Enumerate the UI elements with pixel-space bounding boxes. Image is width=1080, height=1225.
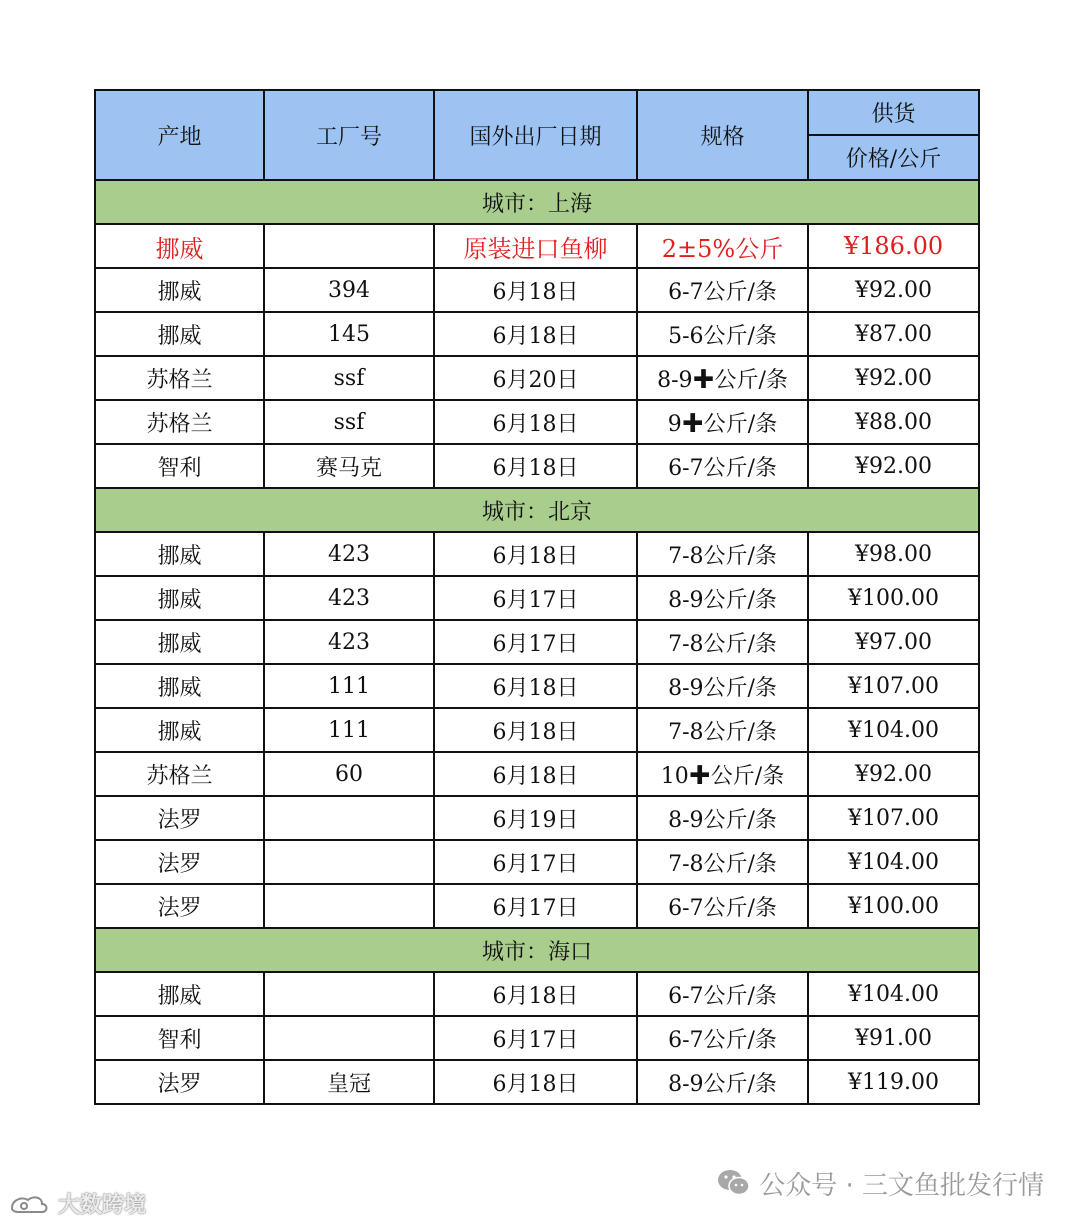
cell-factory — [264, 1016, 434, 1060]
salmon-price-table — [94, 89, 980, 1105]
cell-price: ¥104.00 — [808, 840, 979, 884]
cell-factory: 145 — [264, 312, 434, 356]
cell-price: ¥97.00 — [808, 620, 979, 664]
cell-origin: 挪威 — [95, 268, 264, 312]
table-row — [95, 796, 979, 840]
table-row — [95, 400, 979, 444]
cell-date: 6月18日 — [434, 444, 637, 488]
cell-origin: 法罗 — [95, 884, 264, 928]
cell-date: 6月18日 — [434, 664, 637, 708]
cell-price: ¥92.00 — [808, 268, 979, 312]
cell-factory: 赛马克 — [264, 444, 434, 488]
city-row — [95, 180, 979, 224]
cell-origin: 挪威 — [95, 532, 264, 576]
table-row — [95, 752, 979, 796]
table-row — [95, 576, 979, 620]
cell-spec: 7-8公斤/条 — [637, 532, 808, 576]
header-supply: 供货 — [808, 90, 979, 135]
cell-price: ¥104.00 — [808, 708, 979, 752]
cell-origin: 挪威 — [95, 664, 264, 708]
table-row — [95, 268, 979, 312]
cell-date: 6月20日 — [434, 356, 637, 400]
cell-factory: 423 — [264, 532, 434, 576]
cell-origin: 智利 — [95, 1016, 264, 1060]
cell-price: ¥107.00 — [808, 664, 979, 708]
cell-origin: 挪威 — [95, 224, 264, 268]
cell-origin: 苏格兰 — [95, 400, 264, 444]
cell-origin: 法罗 — [95, 840, 264, 884]
cell-price: ¥119.00 — [808, 1060, 979, 1104]
cell-price: ¥87.00 — [808, 312, 979, 356]
cell-price: ¥100.00 — [808, 884, 979, 928]
cell-spec: 8-9公斤/条 — [637, 796, 808, 840]
cell-spec: 9✚公斤/条 — [637, 400, 808, 444]
cell-price: ¥104.00 — [808, 972, 979, 1016]
cell-factory — [264, 224, 434, 268]
cell-factory — [264, 972, 434, 1016]
cell-spec: 8-9公斤/条 — [637, 576, 808, 620]
cell-price: ¥107.00 — [808, 796, 979, 840]
cell-origin: 挪威 — [95, 312, 264, 356]
weibo-icon — [8, 1192, 52, 1216]
cell-date: 6月18日 — [434, 972, 637, 1016]
table-row — [95, 664, 979, 708]
cell-spec: 10✚公斤/条 — [637, 752, 808, 796]
cell-spec: 8-9公斤/条 — [637, 1060, 808, 1104]
cell-spec: 7-8公斤/条 — [637, 708, 808, 752]
cell-price: ¥100.00 — [808, 576, 979, 620]
cell-origin: 挪威 — [95, 620, 264, 664]
cell-spec: 8-9✚公斤/条 — [637, 356, 808, 400]
cell-spec: 7-8公斤/条 — [637, 620, 808, 664]
cell-date: 6月17日 — [434, 884, 637, 928]
table-row — [95, 884, 979, 928]
cell-origin: 苏格兰 — [95, 356, 264, 400]
cell-factory: 111 — [264, 664, 434, 708]
cell-factory: ssf — [264, 400, 434, 444]
city-row — [95, 928, 979, 972]
table-row — [95, 972, 979, 1016]
header-spec: 规格 — [637, 90, 808, 180]
cell-price: ¥92.00 — [808, 444, 979, 488]
cell-date: 6月19日 — [434, 796, 637, 840]
cell-spec: 6-7公斤/条 — [637, 972, 808, 1016]
table-row — [95, 532, 979, 576]
header-price: 价格/公斤 — [808, 135, 979, 180]
cell-origin: 法罗 — [95, 1060, 264, 1104]
cell-origin: 挪威 — [95, 576, 264, 620]
cell-origin: 苏格兰 — [95, 752, 264, 796]
table-row — [95, 356, 979, 400]
cell-spec: 7-8公斤/条 — [637, 840, 808, 884]
cell-date: 6月17日 — [434, 840, 637, 884]
city-row — [95, 488, 979, 532]
cell-factory: 皇冠 — [264, 1060, 434, 1104]
table-row — [95, 224, 979, 268]
footer-credit — [717, 1163, 1044, 1203]
cell-date: 6月17日 — [434, 620, 637, 664]
cell-date: 6月18日 — [434, 708, 637, 752]
cell-date: 6月18日 — [434, 400, 637, 444]
cell-date: 6月18日 — [434, 268, 637, 312]
cell-factory: 423 — [264, 620, 434, 664]
cell-origin: 智利 — [95, 444, 264, 488]
table-row — [95, 708, 979, 752]
cell-origin: 挪威 — [95, 972, 264, 1016]
footer-text: 公众号 · 三文鱼批发行情 — [759, 1170, 1044, 1201]
cell-price: ¥186.00 — [808, 224, 979, 268]
table-row — [95, 1016, 979, 1060]
cell-spec: 6-7公斤/条 — [637, 884, 808, 928]
cell-factory — [264, 796, 434, 840]
header-origin: 产地 — [95, 90, 264, 180]
table-body — [95, 180, 979, 1104]
cell-date: 6月17日 — [434, 576, 637, 620]
cell-price: ¥98.00 — [808, 532, 979, 576]
cell-spec: 8-9公斤/条 — [637, 664, 808, 708]
cell-date: 6月18日 — [434, 752, 637, 796]
table-row — [95, 840, 979, 884]
watermark — [8, 1188, 146, 1219]
header-factory: 工厂号 — [264, 90, 434, 180]
city-label: 城市：上海 — [95, 180, 979, 224]
cell-spec: 5-6公斤/条 — [637, 312, 808, 356]
cell-spec: 6-7公斤/条 — [637, 268, 808, 312]
cell-spec: 6-7公斤/条 — [637, 444, 808, 488]
cell-factory: 423 — [264, 576, 434, 620]
table-row — [95, 444, 979, 488]
watermark-text: 大数跨境 — [58, 1193, 147, 1218]
cell-date: 原装进口鱼柳 — [434, 224, 637, 268]
cell-spec: 2±5%公斤 — [637, 224, 808, 268]
cell-spec: 6-7公斤/条 — [637, 1016, 808, 1060]
cell-factory: 111 — [264, 708, 434, 752]
cell-factory: 394 — [264, 268, 434, 312]
cell-factory — [264, 840, 434, 884]
cell-date: 6月18日 — [434, 532, 637, 576]
cell-origin: 挪威 — [95, 708, 264, 752]
cell-price: ¥92.00 — [808, 752, 979, 796]
cell-price: ¥92.00 — [808, 356, 979, 400]
cell-price: ¥88.00 — [808, 400, 979, 444]
table-row — [95, 620, 979, 664]
cell-date: 6月18日 — [434, 312, 637, 356]
wechat-icon — [717, 1168, 751, 1198]
cell-date: 6月17日 — [434, 1016, 637, 1060]
cell-price: ¥91.00 — [808, 1016, 979, 1060]
cell-origin: 法罗 — [95, 796, 264, 840]
cell-date: 6月18日 — [434, 1060, 637, 1104]
table-row — [95, 1060, 979, 1104]
cell-factory: 60 — [264, 752, 434, 796]
cell-factory — [264, 884, 434, 928]
table-row — [95, 312, 979, 356]
city-label: 城市：海口 — [95, 928, 979, 972]
city-label: 城市：北京 — [95, 488, 979, 532]
header-date: 国外出厂日期 — [434, 90, 637, 180]
cell-factory: ssf — [264, 356, 434, 400]
